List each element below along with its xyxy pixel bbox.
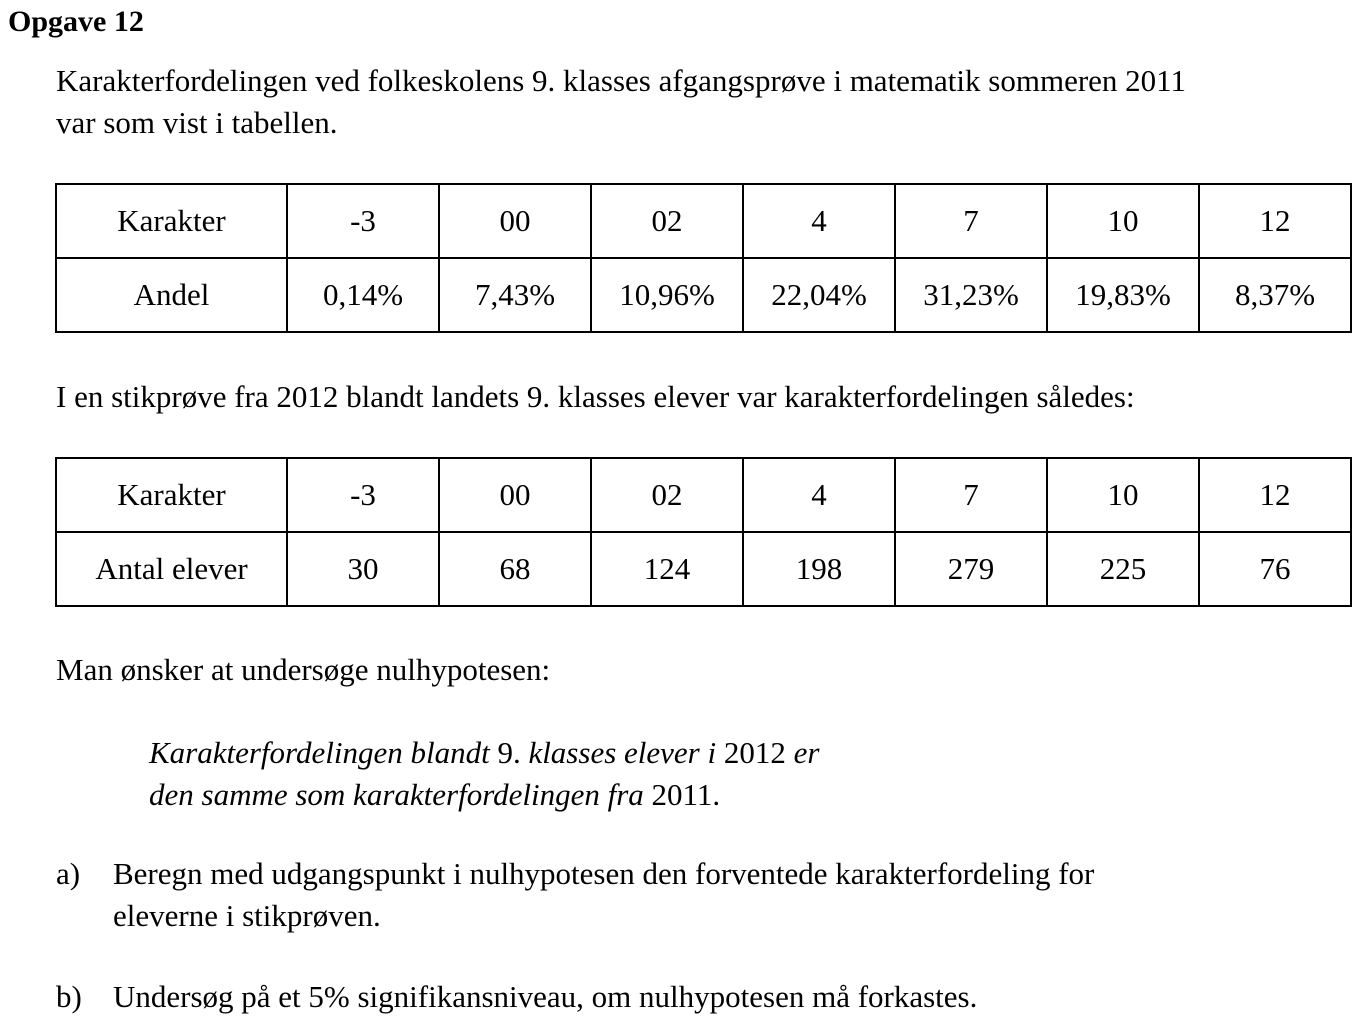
null-hypothesis: [149, 732, 819, 816]
hypothesis-year: 2011.: [643, 777, 721, 812]
hypothesis-intro: Man ønsker at undersøge nulhypotesen:: [56, 652, 551, 687]
count-cell: 68: [439, 532, 591, 606]
grade-cell: 7: [895, 458, 1047, 532]
table-row-counts: [56, 532, 1351, 606]
count-cell: 279: [895, 532, 1047, 606]
hypothesis-text: er: [793, 735, 820, 770]
share-cell: 19,83%: [1047, 258, 1199, 332]
intro-line-1: Karakterfordelingen ved folkeskolens 9. klasses afgangsprøve i matematik sommeren 2011: [56, 63, 1187, 98]
hypothesis-line-2: [149, 774, 819, 816]
hypothesis-number: 9.: [489, 735, 529, 770]
hypothesis-text: klasses elever i: [528, 735, 717, 770]
share-cell: 8,37%: [1199, 258, 1351, 332]
count-cell: 30: [287, 532, 439, 606]
count-cell: 225: [1047, 532, 1199, 606]
grade-cell: -3: [287, 458, 439, 532]
grade-cell: 10: [1047, 184, 1199, 258]
sample-intro: I en stikprøve fra 2012 blandt landets 9. klasses elever var karakterfordelingen således:: [56, 379, 1135, 414]
count-cell: 198: [743, 532, 895, 606]
question-a-label: a): [56, 856, 81, 891]
share-cell: 31,23%: [895, 258, 1047, 332]
question-a-line-2: eleverne i stikprøven.: [113, 898, 381, 933]
share-cell: 0,14%: [287, 258, 439, 332]
table-row-shares: [56, 258, 1351, 332]
question-a-text: [113, 853, 1094, 937]
grade-cell: 4: [743, 458, 895, 532]
grade-cell: -3: [287, 184, 439, 258]
question-a-line-1: Beregn med udgangspunkt i nulhypotesen den forventede karakterfordeling for: [113, 856, 1095, 891]
grade-share-table-2011: [55, 183, 1352, 333]
grade-cell: 12: [1199, 458, 1351, 532]
student-count-table-2012: [55, 457, 1352, 607]
share-cell: 7,43%: [439, 258, 591, 332]
row-header-karakter: Karakter: [56, 458, 287, 532]
intro-line-2: var som vist i tabellen.: [56, 105, 338, 140]
share-cell: 10,96%: [591, 258, 743, 332]
row-header-antal-elever: Antal elever: [56, 532, 287, 606]
share-cell: 22,04%: [743, 258, 895, 332]
table-row-grades: [56, 184, 1351, 258]
row-header-andel: Andel: [56, 258, 287, 332]
grade-cell: 02: [591, 458, 743, 532]
hypothesis-line-1: [149, 732, 819, 774]
exercise-heading: Opgave 12: [8, 5, 144, 38]
grade-cell: 4: [743, 184, 895, 258]
grade-cell: 10: [1047, 458, 1199, 532]
grade-cell: 7: [895, 184, 1047, 258]
hypothesis-text: Karakterfordelingen blandt: [149, 735, 490, 770]
question-b-text: [113, 976, 977, 1018]
grade-cell: 00: [439, 458, 591, 532]
table-row-grades: [56, 458, 1351, 532]
hypothesis-text: den samme som karakterfordelingen fra: [149, 777, 644, 812]
count-cell: 76: [1199, 532, 1351, 606]
question-b-line-1: Undersøg på et 5% signifikansniveau, om nulhypotesen må forkastes.: [113, 979, 978, 1014]
grade-cell: 02: [591, 184, 743, 258]
intro-paragraph: [56, 60, 1186, 144]
grade-cell: 12: [1199, 184, 1351, 258]
hypothesis-year: 2012: [716, 735, 794, 770]
row-header-karakter: Karakter: [56, 184, 287, 258]
question-b-label: b): [56, 979, 82, 1014]
grade-cell: 00: [439, 184, 591, 258]
count-cell: 124: [591, 532, 743, 606]
